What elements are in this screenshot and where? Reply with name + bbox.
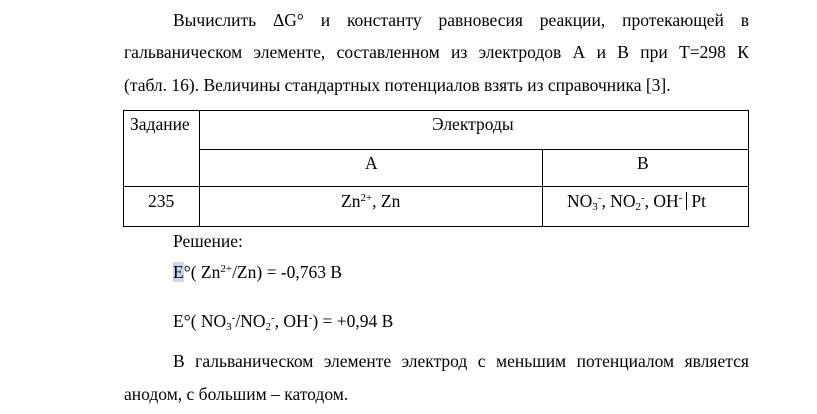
paragraph-line-1-word: В	[173, 351, 185, 371]
intro-line-2-word: и	[596, 42, 606, 62]
paragraph-line-1-word: потенциалом	[576, 351, 675, 371]
paragraph-line-1-word: с	[477, 351, 486, 371]
table-divider	[199, 149, 748, 150]
equation-2: E°( $NO_3^-/NO_2^-$, OH-) = +0,94 В	[173, 311, 394, 333]
intro-line-3: (табл. 16). Величины стандартных потенциалов взять из справочника [3].	[124, 75, 671, 95]
equation-1: E°( $Zn^{2+}/Zn) = -0,763$ В	[173, 262, 343, 282]
intro-line-2-word: В	[617, 42, 629, 62]
intro-line-2-word: гальваническом	[124, 42, 243, 62]
table-col-b: В	[637, 153, 649, 173]
paragraph-line-1-word: элементе	[323, 351, 392, 371]
intro-line-1-word: константу	[346, 10, 422, 30]
intro-line-2-word: К	[737, 42, 749, 62]
paragraph-line-1-word: гальваническом	[195, 351, 314, 371]
intro-line-1-word: и	[320, 10, 331, 30]
table-cell-electrode-b: $NO_3^-$, $NO_2^-$, OH- Pt	[567, 191, 706, 213]
electrodes-table	[123, 110, 749, 227]
paragraph-line-2: анодом, с большим – катодом.	[124, 384, 349, 404]
intro-line-2-word: составленном	[336, 42, 440, 62]
intro-line-2-word: элементе,	[253, 42, 326, 62]
paragraph-line-1-word: является	[684, 351, 749, 371]
intro-line-2-word: при	[640, 42, 668, 62]
table-divider	[199, 111, 200, 226]
paragraph-line-1	[173, 351, 749, 371]
selected-text-highlight[interactable]: E	[173, 262, 184, 282]
intro-line-2-word: электродов	[478, 42, 562, 62]
phase-boundary-bar	[686, 192, 687, 210]
intro-line-1-word: реакции,	[539, 10, 606, 30]
table-cell-task: 235	[148, 191, 175, 211]
intro-line-1-word: ΔG°	[272, 10, 304, 30]
table-col-a: А	[365, 153, 378, 173]
intro-line-1-word: Вычислить	[173, 10, 257, 30]
intro-line-2-word: Т=298	[679, 42, 726, 62]
paragraph-line-1-word: электрод	[401, 351, 468, 371]
table-cell-electrode-a: $Zn^{2+}$, Zn	[341, 191, 401, 211]
table-header-task: Задание	[130, 114, 190, 134]
intro-line-1-word: равновесия	[438, 10, 523, 30]
intro-line-1	[173, 10, 749, 30]
intro-line-2	[124, 42, 749, 62]
intro-line-1-word: в	[740, 10, 749, 30]
intro-line-1-word: протекающей	[622, 10, 724, 30]
table-divider	[124, 186, 748, 187]
intro-line-2-word: из	[450, 42, 468, 62]
solution-heading: Решение:	[173, 231, 243, 251]
intro-line-2-word: А	[572, 42, 586, 62]
paragraph-line-1-word: меньшим	[496, 351, 567, 371]
table-header-electrodes: Электроды	[432, 114, 514, 134]
table-divider	[542, 149, 543, 226]
